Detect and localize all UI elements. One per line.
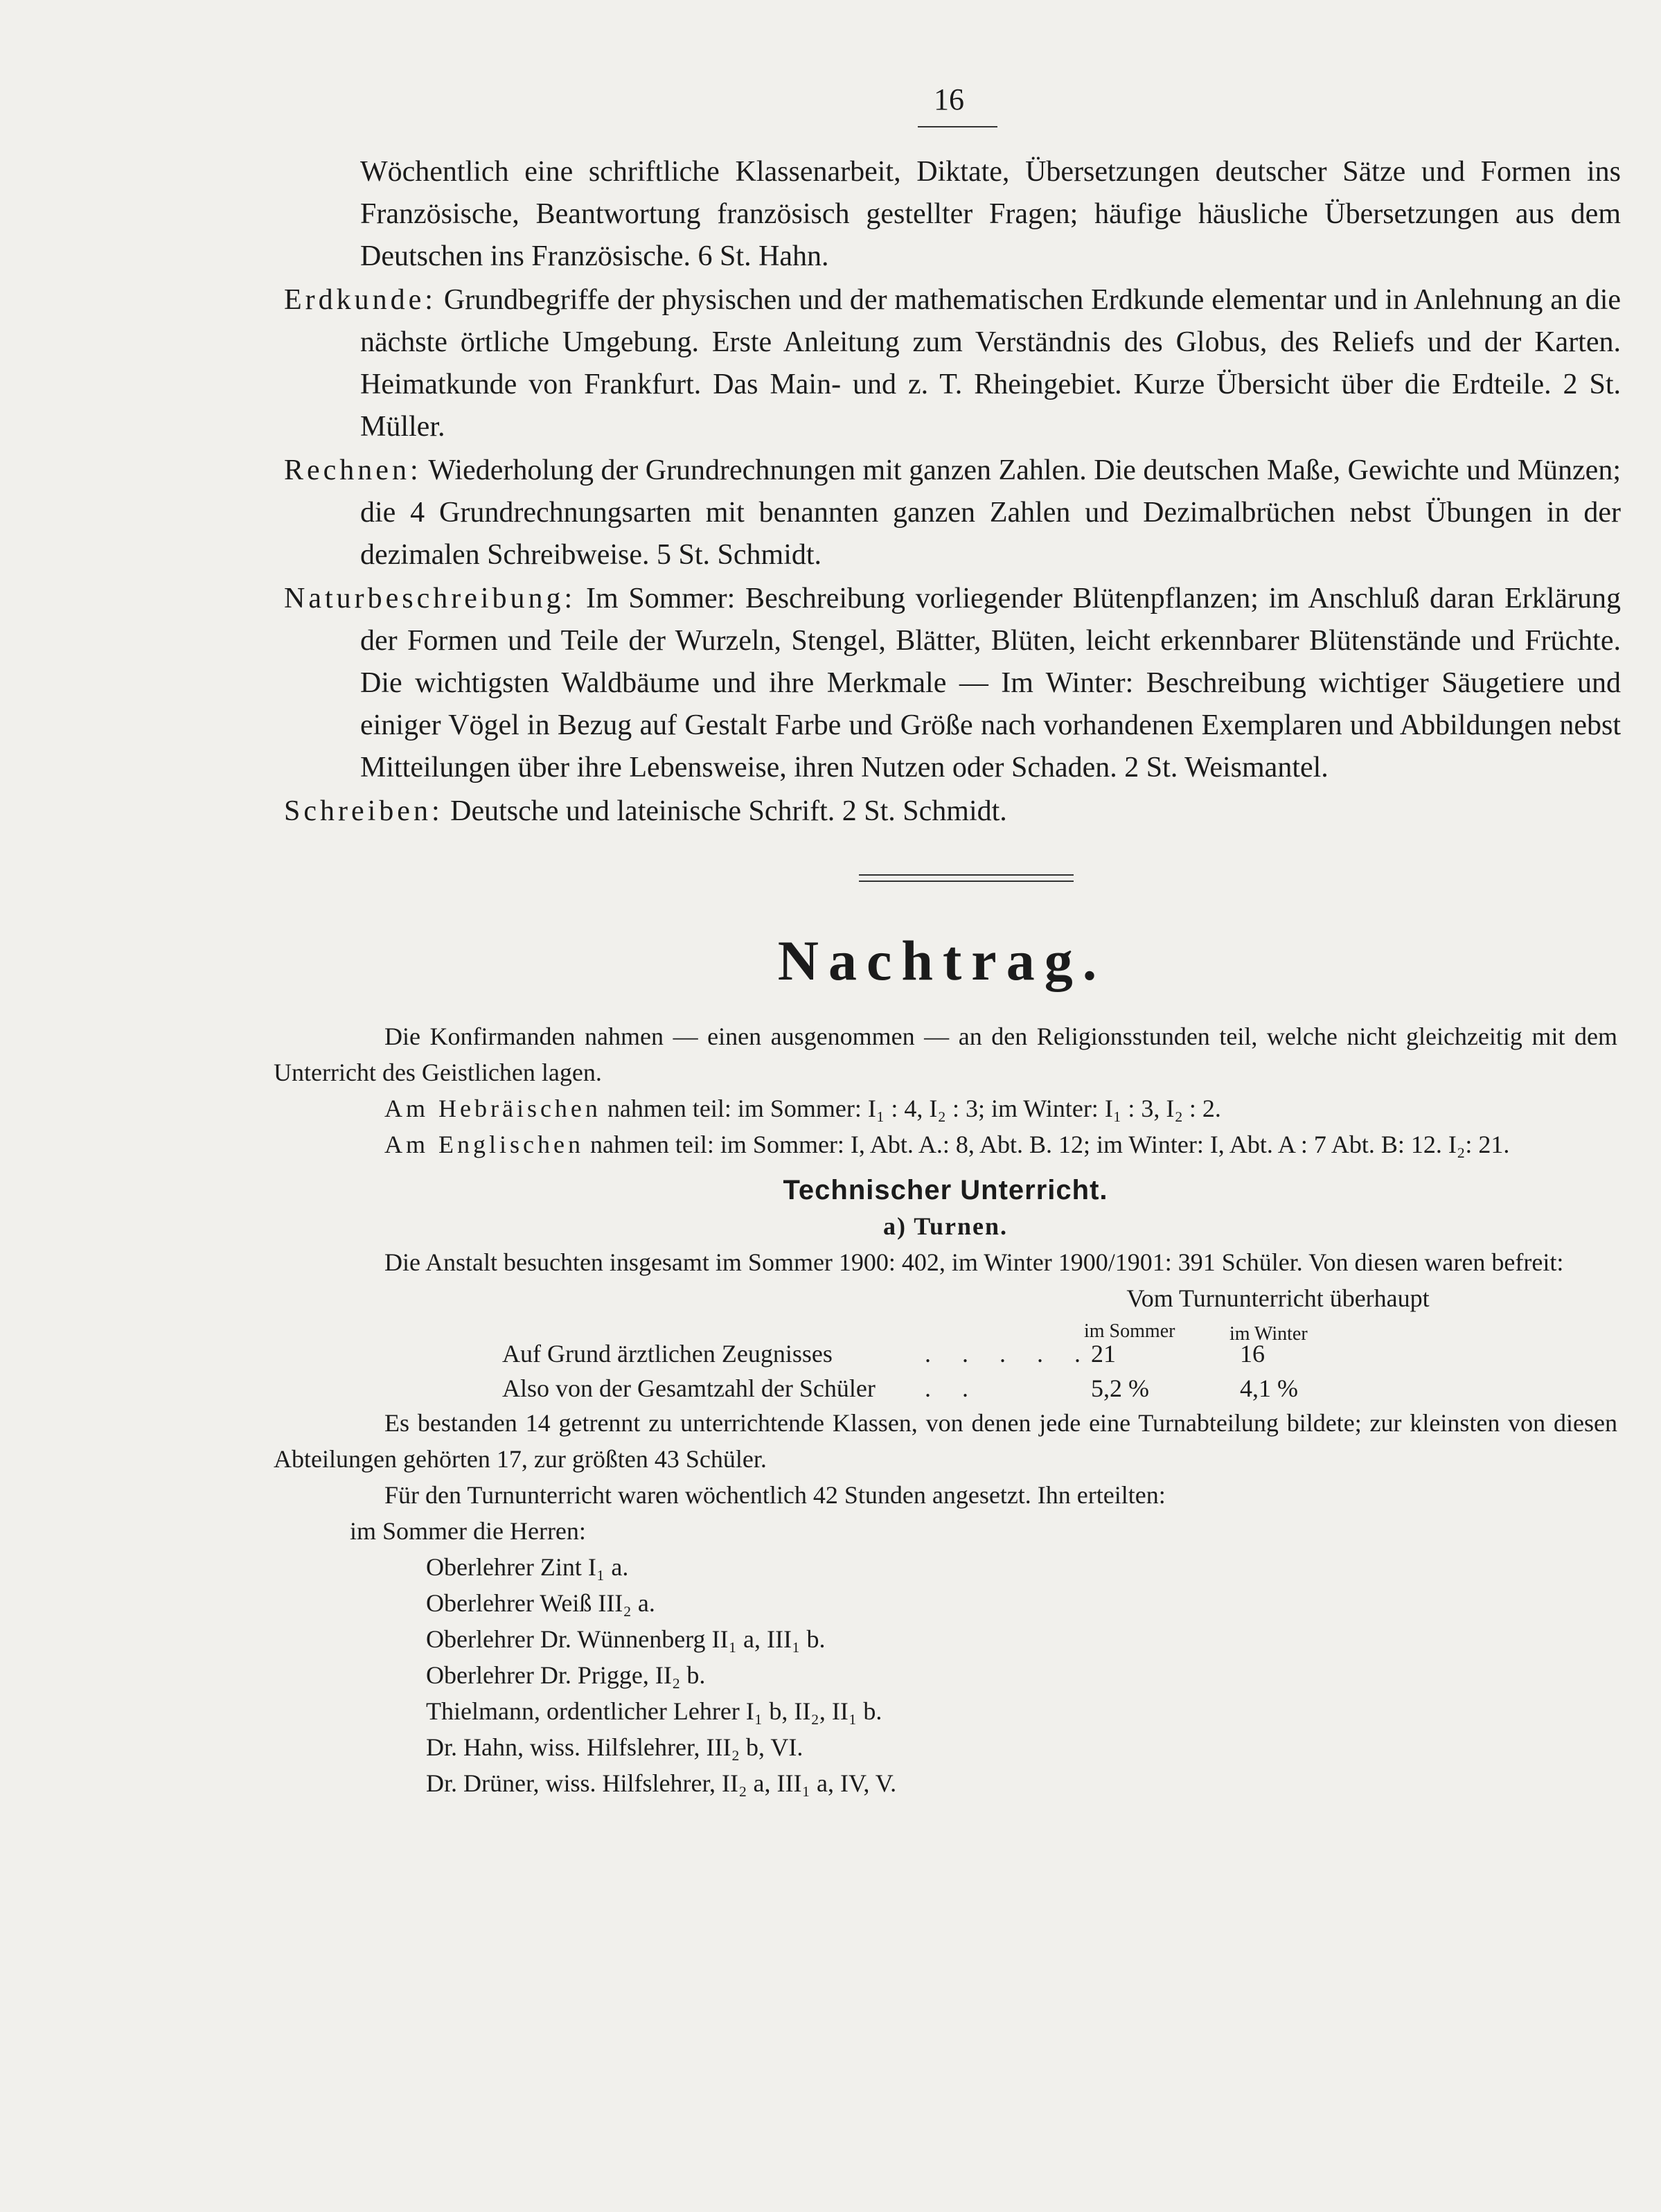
row-label: Also von der Gesamtzahl der Schüler	[502, 1374, 876, 1402]
rechnen-paragraph	[284, 450, 1621, 576]
konfirmanden-paragraph: Die Konfirmanden nahmen — einen ausgenommen — an den Religionsstunden teil, welche nicht gleichzeitig mit dem Unterricht des Geistlichen lagen.	[274, 1023, 1617, 1086]
row-summer-value: 21	[1091, 1340, 1116, 1368]
stunden-paragraph: Für den Turnunterricht waren wöchentlich 42 Stunden angesetzt. Ihn erteilten:	[384, 1481, 1166, 1509]
list-item: Oberlehrer Dr. Prigge, II₂ b.	[426, 1661, 706, 1689]
row-winter-value: 16	[1240, 1340, 1265, 1368]
englisch-text: nahmen teil: im Sommer: I, Abt. A.: 8, Abt. B. 12; im Winter: I, Abt. A : 7 Abt. B: 12. I₂: 21.	[589, 1131, 1510, 1158]
curriculum-section	[284, 151, 1621, 833]
exemption-table	[274, 1280, 1617, 1405]
divider-line-bottom	[859, 881, 1074, 882]
page-number-rule	[918, 126, 997, 127]
teacher-list	[274, 1549, 1617, 1801]
schreiben-heading: Schreiben:	[284, 795, 443, 827]
row-leader-dots: . . . . .	[925, 1340, 1093, 1368]
rechnen-text: Wiederholung der Grundrechnungen mit ganzen Zahlen. Die deutschen Maße, Gewichte und Münzen; die 4 Grundrechnungsarten mit benannten ganzen Zahlen und Dezimalbrüchen nebst Übungen in der dezimalen Schreibweise. 5 St. Schmidt.	[360, 454, 1621, 571]
row-label: Auf Grund ärztlichen Zeugnisses	[502, 1340, 833, 1368]
naturbeschreibung-text: Im Sommer: Beschreibung vorliegender Blütenpflanzen; im Anschluß daran Erklärung der Formen und Teile der Wurzeln, Stengel, Blätter, Blüten, leicht erkennbarer Blütenstände und Früchte. Die wichtigsten Waldbäume und ihre Merkmale — Im Winter: Beschreibung wichtiger Säugetiere und einiger Vögel in Bezug auf Gestalt Farbe und Größe nach vorhandenen Exemplaren und Abbildungen nebst Mitteilungen über ihre Lebensweise, ihren Nutzen oder Schaden. 2 St. Weismantel.	[360, 583, 1622, 784]
column-summer: im Sommer	[1084, 1320, 1175, 1342]
row-winter-value: 4,1 %	[1240, 1374, 1298, 1402]
englisch-paragraph	[274, 1126, 1617, 1162]
naturbeschreibung-paragraph	[284, 578, 1621, 789]
hebraeisch-text: nahmen teil: im Sommer: I₁ : 4, I₂ : 3; im Winter: I₁ : 3, I₂ : 2.	[607, 1095, 1221, 1122]
klassen-paragraph: Es bestanden 14 getrennt zu unterrichtende Klassen, von denen jede eine Turnabteilung bildete; zur kleinsten von diesen Abteilungen gehörten 17, zur größten 43 Schüler.	[274, 1409, 1617, 1473]
erdkunde-text: Grundbegriffe der physischen und der mathematischen Erdkunde elementar und in Anlehnung an die nächste örtliche Umgebung. Erste Anleitung zum Verständnis des Globus, des Reliefs und der Karten. Heimatkunde von Frankfurt. Das Main- und z. T. Rheingebiet. Kurze Übersicht über die Erdteile. 2 St. Müller.	[360, 284, 1622, 443]
erdkunde-heading: Erdkunde:	[284, 284, 436, 316]
nachtrag-title: Nachtrag.	[777, 929, 1107, 992]
list-item: Dr. Hahn, wiss. Hilfslehrer, III₂ b, VI.	[426, 1733, 803, 1761]
schreiben-paragraph	[284, 790, 1621, 833]
turnen-title: a) Turnen.	[882, 1212, 1009, 1240]
divider-line-top	[859, 874, 1074, 876]
section-divider	[859, 874, 1074, 887]
row-leader-dots: . .	[925, 1374, 981, 1402]
sommer-intro: im Sommer die Herren:	[350, 1517, 586, 1545]
naturbeschreibung-heading: Naturbeschreibung:	[284, 583, 576, 614]
page-number: 16	[934, 82, 964, 116]
list-item: Oberlehrer Dr. Wünnenberg II₁ a, III₁ b.	[426, 1625, 826, 1653]
exemption-table-header: Vom Turnunterricht überhaupt	[1126, 1284, 1430, 1312]
list-item: Oberlehrer Weiß III₂ a.	[426, 1589, 655, 1617]
hebraeisch-line	[274, 1090, 1617, 1126]
list-item: Thielmann, ordentlicher Lehrer I₁ b, II₂, II₁ b.	[426, 1697, 882, 1725]
nachtrag-section	[274, 1018, 1617, 1801]
schreiben-text: Deutsche und lateinische Schrift. 2 St. Schmidt.	[450, 795, 1007, 827]
rechnen-heading: Rechnen:	[284, 454, 422, 486]
englisch-heading: Am Englischen	[384, 1131, 584, 1158]
anstalt-paragraph: Die Anstalt besuchten insgesamt im Sommer 1900: 402, im Winter 1900/1901: 391 Schüler. Von diesen waren befreit:	[384, 1248, 1564, 1276]
erdkunde-paragraph	[284, 279, 1621, 448]
column-winter: im Winter	[1229, 1323, 1308, 1345]
list-item: Dr. Drüner, wiss. Hilfslehrer, II₂ a, III₁ a, IV, V.	[426, 1769, 897, 1797]
technischer-unterricht-title: Technischer Unterricht.	[783, 1175, 1108, 1205]
french-paragraph: Wöchentlich eine schriftliche Klassenarbeit, Diktate, Übersetzungen deutscher Sätze und Formen ins Französische, Beantwortung französisch gestellter Fragen; häufige häusliche Übersetzungen aus dem Deutschen ins Französische. 6 St. Hahn.	[360, 156, 1621, 272]
list-item: Oberlehrer Zint I₁ a.	[426, 1553, 629, 1581]
row-summer-value: 5,2 %	[1091, 1374, 1149, 1402]
hebraeisch-heading: Am Hebräischen	[384, 1095, 601, 1122]
